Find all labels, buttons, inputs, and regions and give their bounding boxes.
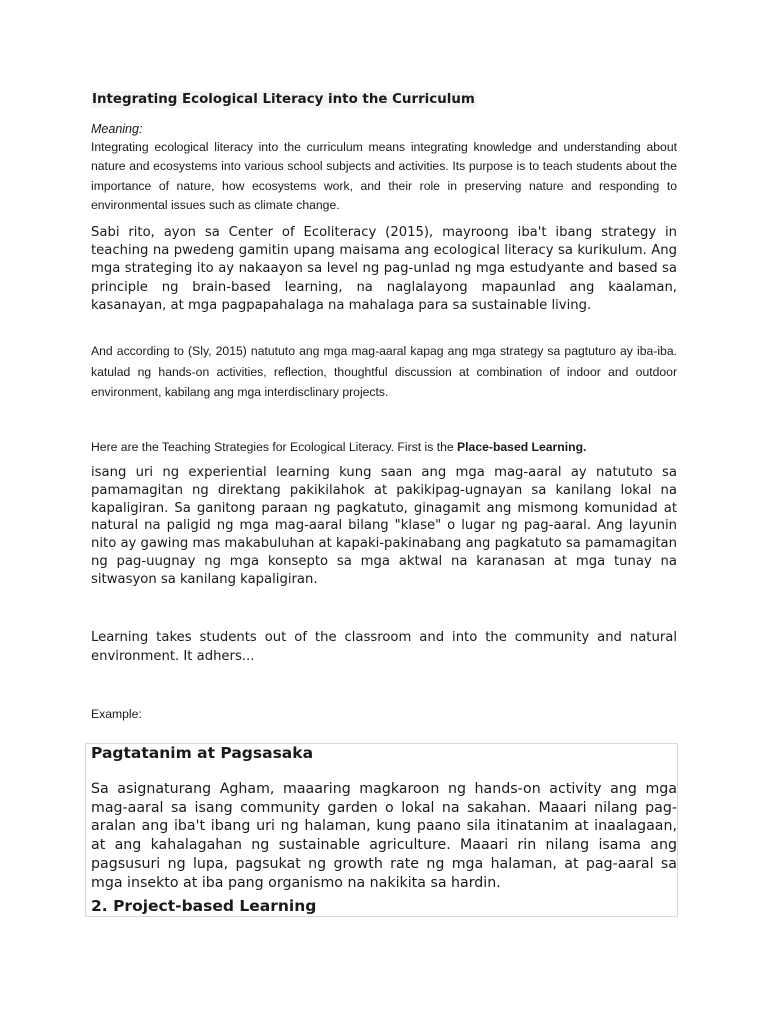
- strategies-lead: [91, 440, 586, 454]
- learning-paragraph: Learning takes students out of the classroom and into the community and natural environment. It adhers...: [91, 630, 677, 664]
- document-title: Integrating Ecological Literacy into the Curriculum: [92, 92, 475, 107]
- project-based-heading: 2. Project-based Learning: [91, 897, 317, 915]
- place-based-paragraph: isang uri ng experiential learning kung saan ang mga mag-aaral ay natututo sa pamamagitan ng direktang pakikilahok at pakikipag-ugnayan sa kanilang lokal na kapaligiran. Sa ganitong paraan ng pagkatuto, ginagamit ang mismong komunidad at natural na paligid ng mga mag-aaral bilang "klase" o lugar ng pag-aaral. Ang layunin nito ay gawing mas makabuluhan at kapaki-pakinabang ang pagkatuto sa pamamagitan ng pag-uugnay ng mga konsepto sa mga aktwal na karanasan at mga tunay na sitwasyon sa kanilang kapaligiran.: [91, 465, 677, 587]
- sly-paragraph: And according to (Sly, 2015) natututo ang mga mag-aaral kapag ang mga strategy sa pagtuturo ay iba-iba. katulad ng hands-on activities, reflection, thoughtful discussion at combination of indoor and outdoor environment, kabilang ang mga interdisclinary projects.: [91, 344, 677, 399]
- place-based-learning-term: Place-based Learning.: [457, 440, 587, 454]
- strategies-lead-text: Here are the Teaching Strategies for Ecological Literacy. First is the: [91, 440, 458, 454]
- example-heading: Pagtatanim at Pagsasaka: [91, 744, 314, 762]
- meaning-label: Meaning:: [91, 122, 143, 136]
- example-label: Example:: [91, 707, 142, 721]
- example-paragraph: Sa asignaturang Agham, maaaring magkaroon ng hands-on activity ang mga mag-aaral sa isang community garden o lokal na sakahan. Maaari nilang pag-aralan ang iba't ibang uri ng halaman, kung paano sila itinatanim at inaalagaan, at ang kahalagahan ng sustainable agriculture. Maaari rin nilang isama ang pagsusuri ng lupa, pagsukat ng growth rate ng mga halaman, at pag-aaral sa mga insekto at iba pang organismo na nakikita sa hardin.: [91, 781, 677, 891]
- meaning-paragraph: Integrating ecological literacy into the curriculum means integrating knowledge and understanding about nature and ecosystems into various school subjects and activities. Its purpose is to teach students about the importance of nature, how ecosystems work, and their role in preserving nature and responding to environmental issues such as climate change.: [91, 140, 677, 212]
- ecoliteracy-paragraph: Sabi rito, ayon sa Center of Ecoliteracy (2015), mayroong iba't ibang strategy in teaching na pwedeng gamitin upang maisama ang ecological literacy sa kurikulum. Ang mga strateging ito ay nakaayon sa level ng pag-unlad ng mga estudyante and based sa principle ng brain-based learning, na naglalayong mapaunlad ang kaalaman, kasanayan, at mga pagpapahalaga na mahalaga para sa sustainable living.: [91, 225, 677, 313]
